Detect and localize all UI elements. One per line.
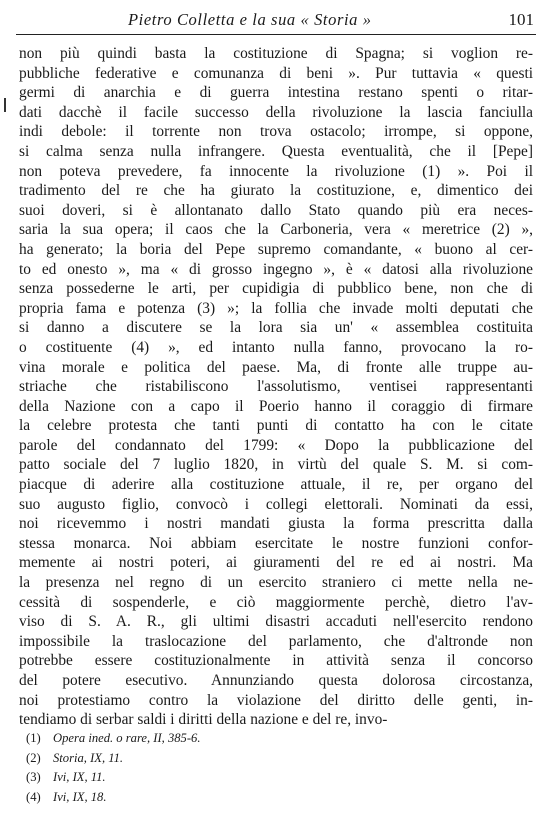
text-line: non poteva prevedere, fa innocente la rivoluzione (1) ». Poi il — [19, 162, 533, 180]
text-line: senza possederne le arti, per cupidigia di pubblico bene, non che di — [19, 280, 533, 298]
footnotes — [26, 729, 326, 807]
text-line: saria la sua opera; il caos che la Carboneria, vera « meretrice (2) », — [19, 221, 533, 239]
body-text — [19, 44, 533, 730]
text-line: pubbliche federative e comunanza di beni ». Pur tuttavia « questi — [19, 64, 533, 82]
text-line: propria fama e potenza (3) »; la follia che invade molti deputati che — [19, 299, 533, 317]
text-line: la presenza nel regno di un esercito straniero ci mette nella ne- — [19, 574, 533, 592]
footnote-text: Storia, IX, 11. — [53, 750, 124, 765]
text-line: vina morale e politica del paese. Ma, di fronte alle truppe au- — [19, 358, 533, 376]
text-line: si danno a discutere se la lora sia un' « assemblea costituita — [19, 319, 533, 337]
text-line: patto sociale del 7 luglio 1820, in virtù del quale S. M. si com- — [19, 456, 533, 474]
footnote-number: (2) — [26, 750, 41, 765]
text-line: tendiamo di serbar saldi i diritti della nazione e del re, invo- — [19, 711, 388, 729]
footnote — [26, 768, 326, 788]
footnote-text: Opera ined. o rare, II, 385-6. — [53, 731, 201, 745]
text-line: viso di S. A. R., gli ultimi disastri accaduti nell'esercito rendono — [19, 613, 533, 631]
text-line: noi ricevemmo i nostri mandati giusta la forma prescritta dalla — [19, 515, 533, 533]
text-line: stessa monarca. Noi abbiam esercitate le nostre funzioni confor- — [19, 534, 533, 552]
text-line: non più quindi basta la costituzione di Spagna; si voglion re- — [19, 45, 533, 62]
page-number: 101 — [508, 10, 534, 29]
text-line: memente ai nostri poteri, ai giuramenti del re ed ai nostri. Ma — [19, 554, 533, 572]
footnote-text: Ivi, IX, 11. — [53, 770, 106, 784]
text-line: suo augusto figlio, convocò i collegi elettorali. Nominati da essi, — [19, 495, 533, 513]
footnote-number: (1) — [26, 731, 41, 745]
page-header — [16, 8, 536, 35]
text-line: parole del condannato del 1799: « Dopo la pubblicazione del — [19, 436, 533, 454]
text-line: germi di anarchia e di guerra intestina restano spenti o ritar- — [19, 84, 533, 102]
footnote — [26, 788, 326, 808]
text-line: la celebre protesta che tanti punti di contatto ha con le citate — [19, 417, 533, 435]
text-line: potrebbe essere costituzionalmente in attività senza il concorso — [19, 652, 533, 670]
text-line: del potere esecutivo. Annunziando questa dolorosa circostanza, — [19, 672, 533, 689]
text-line: dati dacchè il facile successo della rivoluzione la lascia fanciulla — [19, 103, 533, 121]
text-line: impossibile la traslocazione del parlamento, che d'altronde non — [19, 632, 533, 650]
footnote-text: Ivi, IX, 18. — [53, 789, 107, 804]
text-line: tradimento del re che ha giurato la costituzione, e, dimentico dei — [19, 182, 533, 200]
text-line: suoi doveri, si è allontanato dallo Stato quando più era neces- — [19, 201, 533, 219]
footnote-number: (4) — [26, 789, 41, 804]
margin-mark — [4, 98, 6, 112]
footnote-number: (3) — [26, 770, 41, 784]
text-line: to ed onesto », ma « di grosso ingegno », è « datosi alla rivoluzione — [19, 260, 533, 278]
text-line: della Nazione con a capo il Poerio hanno il coraggio di firmare — [19, 397, 533, 415]
text-line: piacque di aderire alla costituzione attuale, il re, per organo del — [19, 476, 533, 494]
text-line: cessità di sospenderle, e ciò maggiormente perchè, dietro l'av- — [19, 593, 533, 611]
text-line: striache che ristabiliscono l'assolutismo, ventisei rappresentanti — [19, 378, 533, 396]
text-line: indi debole: il torrente non trova ostacolo; irrompe, si oppone, — [19, 123, 533, 141]
footnote — [26, 749, 326, 769]
footnote — [26, 729, 326, 749]
text-line: noi protestiamo contro la violazione del diritto delle genti, in- — [19, 691, 533, 709]
text-line: ha generato; la boria del Pepe supremo comandante, « buono al cer- — [19, 240, 533, 258]
text-line: o costituente (4) », ed intanto nulla fanno, provocano la ro- — [19, 338, 533, 356]
text-line: si calma senza nulla infrangere. Questa eventualità, che il [Pepe] — [19, 142, 533, 160]
running-head: Pietro Colletta e la sua « Storia » — [128, 10, 372, 29]
